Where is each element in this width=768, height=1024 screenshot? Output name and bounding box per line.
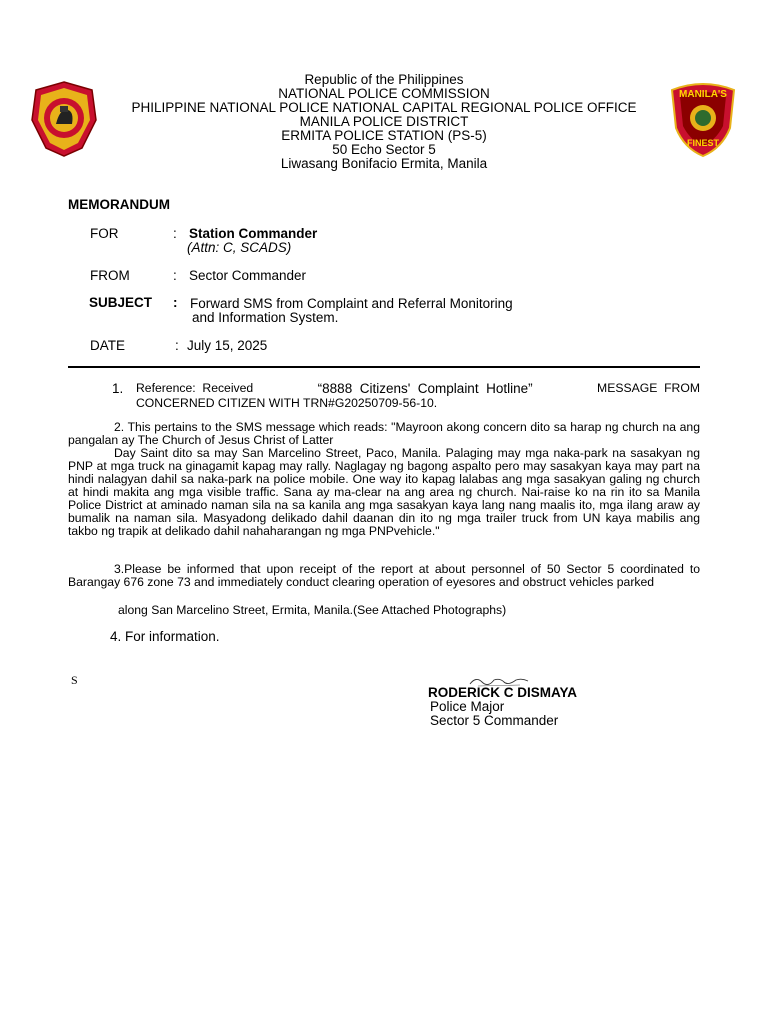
stray-letter: S bbox=[71, 673, 78, 687]
date-value: July 15, 2025 bbox=[187, 338, 268, 353]
para-2-continued: Day Saint dito sa may San Marcelino Street, Paco, Manila. Palaging may mga naka-park na sasakyan ng PNP at mga truck na ginagamit kapag may rally. Naglagay ng bagong aspalto pero may sasakyan kaya may part na hindi nalagyan dahil sa naka-park na police mobile. One way ito kapag lalabas ang mga sasakyan galing ng church at hindi makita ang mga visible traffic. Sana ay ma-clear na ang area ng church. Nai-raise ko na rin ito sa Manila Police District at aminado naman sila na sa kanila ang mga sasakyan kaya lang nang maalis ito, mga ilang araw ay bumalik na naman sila. Masyadong delikado dahil daanan din ito ng mga trailer truck from UN kaya mabilis ang takbo ng trapik at delikado dahil nahaharangan ng mga PNPvehicle." bbox=[68, 446, 700, 538]
date-colon: : bbox=[175, 338, 179, 353]
memo-title: MEMORANDUM bbox=[68, 197, 170, 212]
header-napolcom: NATIONAL POLICE COMMISSION bbox=[278, 86, 490, 101]
para-1-message-from: MESSAGE FROM bbox=[590, 381, 700, 395]
signatory-position: Sector 5 Commander bbox=[430, 713, 559, 728]
signatory-rank: Police Major bbox=[430, 699, 505, 714]
header-address: Liwasang Bonifacio Ermita, Manila bbox=[280, 156, 488, 171]
header-republic: Republic of the Philippines bbox=[304, 72, 464, 87]
subject-label: SUBJECT bbox=[89, 295, 153, 310]
para-1-line-1 bbox=[136, 382, 700, 395]
signatory-name: RODERICK C DISMAYA bbox=[428, 685, 578, 700]
header-divider bbox=[68, 366, 700, 368]
subject-line-2: and Information System. bbox=[192, 310, 339, 325]
para-2: 2. This pertains to the SMS message which reads: "Mayroon akong concern dito sa harap ng church na ang pangalan ay The Church of Jesus Christ of Latter bbox=[68, 420, 700, 447]
header-sector: 50 Echo Sector 5 bbox=[332, 142, 436, 157]
subject-colon: : bbox=[173, 295, 178, 310]
from-value: Sector Commander bbox=[189, 268, 307, 283]
header-pnp-ncrpo: PHILIPPINE NATIONAL POLICE NATIONAL CAPITAL REGIONAL POLICE OFFICE bbox=[131, 100, 637, 115]
for-value: Station Commander bbox=[189, 226, 318, 241]
badge-text-bottom: FINEST bbox=[686, 138, 720, 148]
para-4: 4. For information. bbox=[110, 629, 220, 644]
badge-text-top: MANILA'S bbox=[679, 89, 727, 100]
para-1-hotline: “8888 Citizens' Complaint Hotline” bbox=[317, 381, 533, 396]
from-colon: : bbox=[173, 268, 177, 283]
for-label: FOR bbox=[90, 226, 119, 241]
para-1-line-2: CONCERNED CITIZEN WITH TRN#G20250709-56-10. bbox=[136, 396, 438, 410]
from-label: FROM bbox=[90, 268, 130, 283]
pnp-seal-icon bbox=[30, 80, 98, 158]
manilas-finest-badge-icon bbox=[668, 80, 738, 158]
para-1-number: 1. bbox=[112, 381, 124, 396]
subject-line-1: Forward SMS from Complaint and Referral Monitoring bbox=[190, 296, 513, 311]
for-colon: : bbox=[173, 226, 177, 241]
for-attn: (Attn: C, SCADS) bbox=[187, 240, 292, 255]
para-1-reference: Reference: Received bbox=[136, 381, 260, 395]
header-mpd: MANILA POLICE DISTRICT bbox=[299, 114, 469, 129]
date-label: DATE bbox=[90, 338, 126, 353]
para-3-continued: along San Marcelino Street, Ermita, Manila.(See Attached Photographs) bbox=[118, 603, 507, 617]
para-3: 3.Please be informed that upon receipt of the report at about personnel of 50 Sector 5 coordinated to Barangay 676 zone 73 and immediately conduct clearing operation of eyesores and obstruct vehicles parked bbox=[68, 562, 700, 589]
header-station: ERMITA POLICE STATION (PS-5) bbox=[281, 128, 487, 143]
